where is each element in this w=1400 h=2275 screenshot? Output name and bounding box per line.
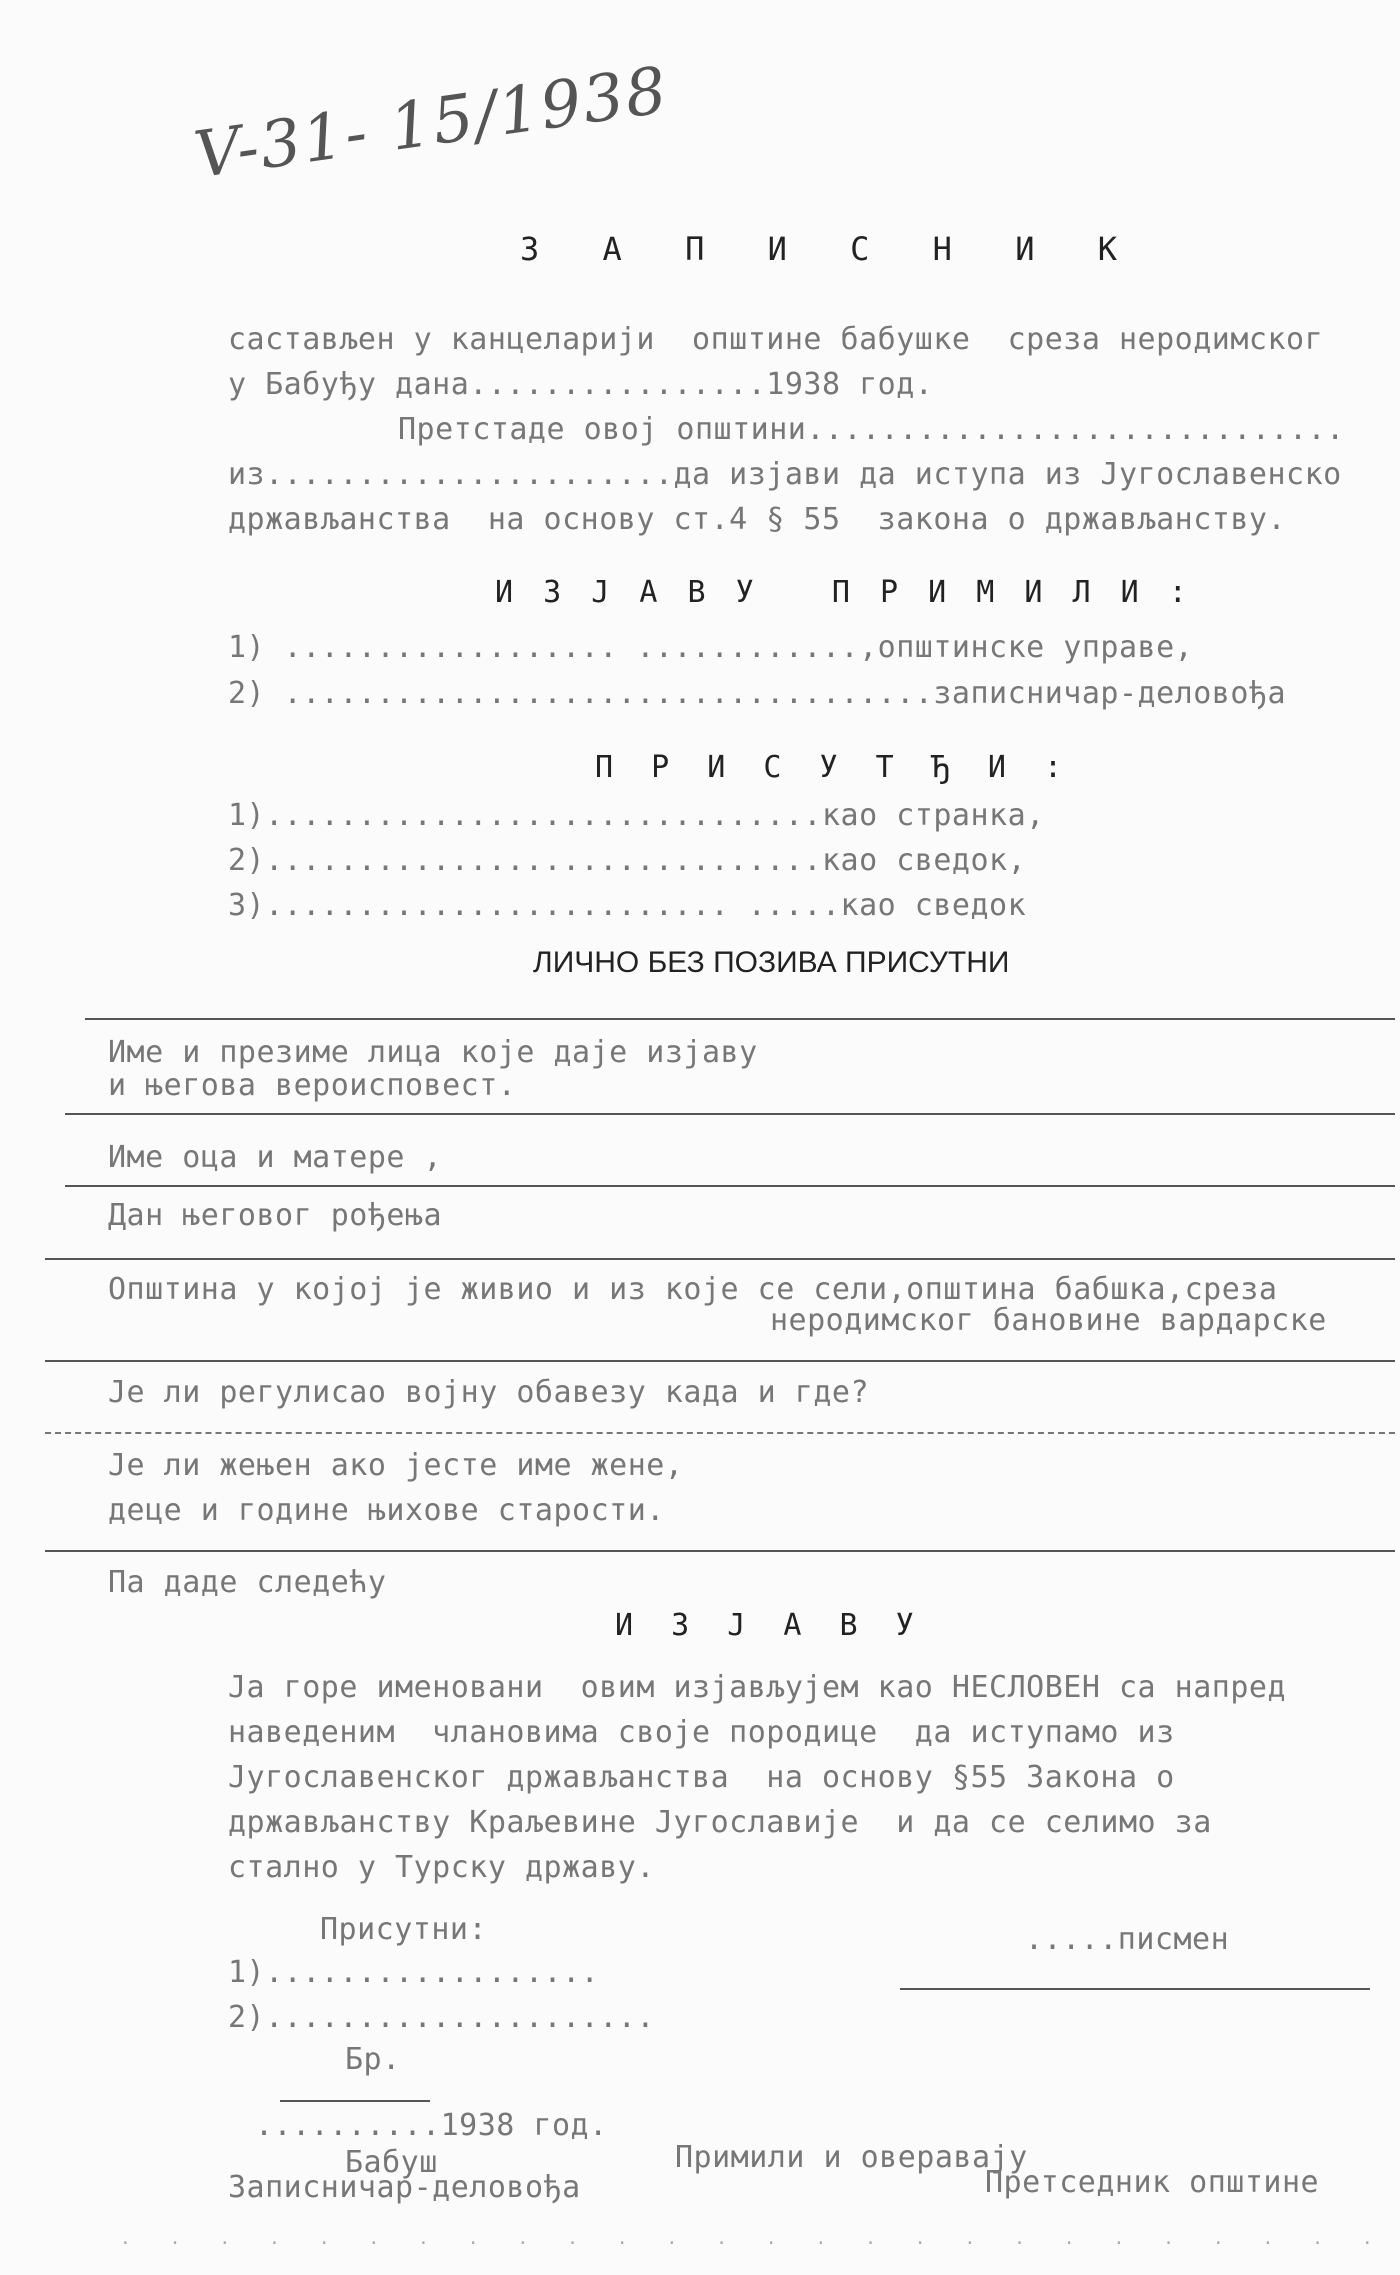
- field-municipality-line-1: Општина у којој је живио и из које се сели,општина бабшка,среза: [108, 1272, 1278, 1307]
- field-name-line-1: Име и презиме лица које даје изјаву: [108, 1035, 758, 1070]
- intro-line-2: у Бабуђу дана................1938 год.: [228, 367, 934, 402]
- president-label: Претседник општине: [985, 2165, 1320, 2200]
- statement-line-1: Ја горе именовани овим изјављујем као НЕСЛОВЕН са напред: [228, 1670, 1287, 1705]
- date-line: ..........1938 год.: [255, 2108, 608, 2143]
- gave-following: Па даде следећу: [108, 1565, 387, 1600]
- present-item-2: 2)..............................као сведок,: [228, 843, 1027, 878]
- bottom-edge-marks: . . . . . . . . . . . . . . . . . . . . . . . . . .: [120, 2228, 1387, 2249]
- witness-2: 2).....................: [228, 2000, 655, 2035]
- number-label: Бр.: [345, 2042, 401, 2077]
- verified-label: Примили и оверавају: [675, 2140, 1028, 2175]
- intro-line-3: Претстаде овој општини.............................: [398, 412, 1345, 447]
- received-item-2: 2) ...................................записничар-деловођа: [228, 676, 1287, 711]
- intro-line-1: састављен у канцеларији општине бабушке среза неродимског: [228, 322, 1324, 357]
- statement-heading: И З Ј А В У: [615, 1608, 924, 1643]
- divider: [65, 1185, 1395, 1187]
- personal-heading: ЛИЧНО БЕЗ ПОЗИВА ПРИСУТНИ: [533, 946, 1010, 979]
- number-line: [280, 2100, 430, 2102]
- field-birth: Дан његовог рођења: [108, 1198, 443, 1233]
- place-name: Бабуш: [345, 2145, 438, 2180]
- divider: [45, 1432, 1395, 1434]
- witness-1: 1)..................: [228, 1955, 600, 1990]
- divider: [85, 1018, 1395, 1020]
- received-item-1: 1) .................. ............,општинске управе,: [228, 630, 1194, 665]
- received-heading: И З Ј А В У П Р И М И Л И :: [495, 575, 1193, 610]
- statement-line-4: држављанству Краљевине Југославије и да се селимо за: [228, 1805, 1212, 1840]
- present-heading: П Р И С У Т Ђ И :: [595, 750, 1073, 785]
- field-municipality-line-2: неродимског бановине вардарске: [770, 1303, 1327, 1338]
- document-title: З А П И С Н И К: [520, 230, 1139, 268]
- literate-label: .....писмен: [1025, 1922, 1230, 1957]
- clerk-label: Записничар-деловођа: [228, 2170, 581, 2205]
- field-married-line-2: деце и године њихове старости.: [108, 1493, 665, 1528]
- intro-line-4: из......................да изјави да иступа из Југославенско: [228, 457, 1342, 492]
- field-name-line-2: и његова вероисповест.: [108, 1068, 517, 1103]
- present-item-3: 3)......................... .....као сведок: [228, 888, 1027, 923]
- divider: [65, 1113, 1395, 1115]
- witnesses-label: Присутни:: [320, 1912, 488, 1947]
- statement-line-2: наведеним члановима своје породице да иступамо из: [228, 1715, 1175, 1750]
- divider: [45, 1360, 1395, 1362]
- present-item-1: 1)..............................као странка,: [228, 798, 1045, 833]
- statement-line-5: стално у Турску државу.: [228, 1850, 655, 1885]
- divider: [45, 1550, 1395, 1552]
- statement-line-3: Југославенског држављанства на основу §55 Закона о: [228, 1760, 1175, 1795]
- divider: [45, 1258, 1395, 1260]
- signature-line: [900, 1988, 1370, 1990]
- handwritten-reference: V-31- 15/1938: [190, 53, 673, 194]
- intro-line-5: држављанства на основу ст.4 § 55 закона о држављанству.: [228, 502, 1287, 537]
- field-military: Је ли регулисао војну обавезу када и где?: [108, 1375, 870, 1410]
- field-married-line-1: Је ли жењен ако јесте име жене,: [108, 1448, 684, 1483]
- field-parents: Име оца и матере ,: [108, 1140, 443, 1175]
